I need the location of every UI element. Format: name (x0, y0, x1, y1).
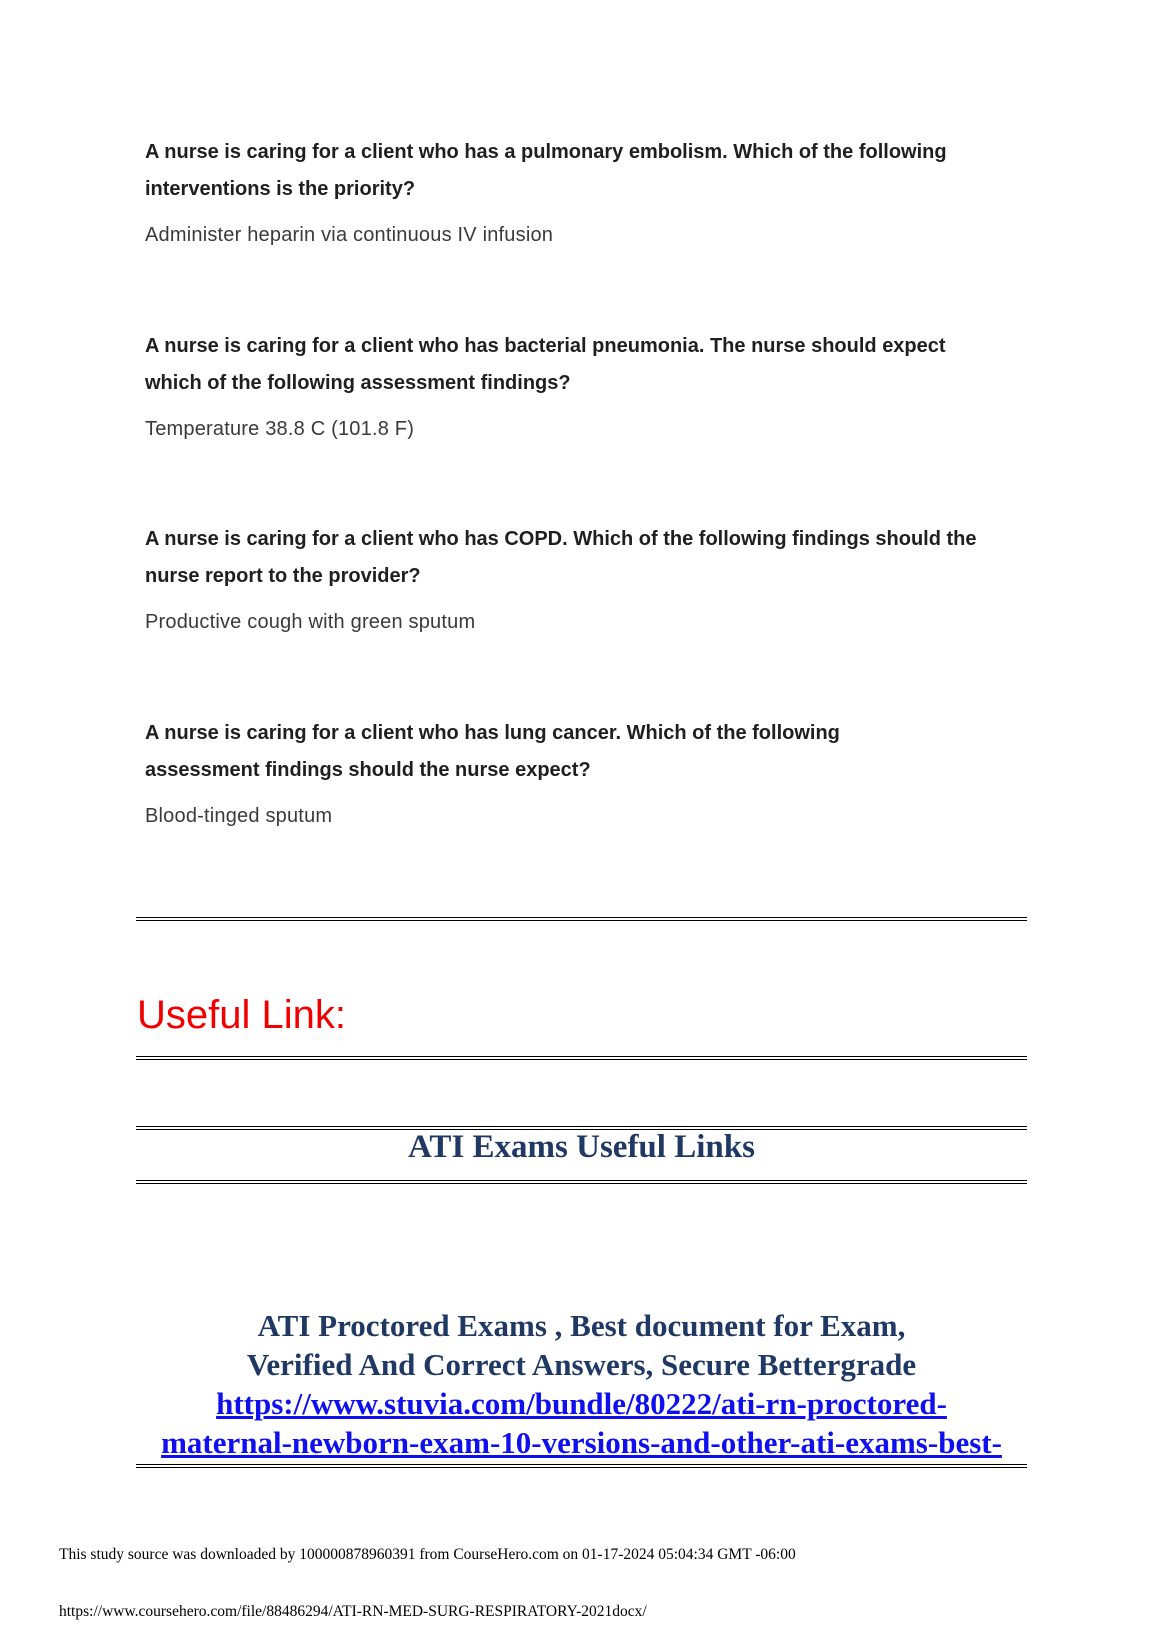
question-block (145, 134, 1050, 250)
question-line: interventions is the priority? (145, 178, 416, 200)
answer-text: Productive cough with green sputum (145, 611, 476, 633)
question-text (145, 715, 1050, 789)
coursehero-file-url: https://www.coursehero.com/file/88486294/ATI-RN-MED-SURG-RESPIRATORY-2021docx/ (59, 1603, 647, 1620)
download-source-note: This study source was downloaded by 100000878960391 from CourseHero.com on 01-17-2024 05:04:34 GMT -06:00 (59, 1546, 796, 1563)
divider (136, 917, 1027, 921)
stuvia-link-line: https://www.stuvia.com/bundle/80222/ati-rn-proctored- (216, 1386, 947, 1421)
divider (136, 1180, 1027, 1184)
promo-heading-line: Verified And Correct Answers, Secure Bettergrade (246, 1347, 917, 1382)
stuvia-bundle-link[interactable] (136, 1384, 1027, 1462)
ati-exams-title: ATI Exams Useful Links (408, 1129, 755, 1165)
answer-text: Blood-tinged sputum (145, 805, 333, 827)
question-text (145, 328, 1050, 402)
divider (136, 1056, 1027, 1060)
question-line: A nurse is caring for a client who has COPD. Which of the following findings should the (145, 528, 977, 550)
question-block (145, 328, 1050, 444)
question-text (145, 134, 1050, 208)
question-line: A nurse is caring for a client who has a pulmonary embolism. Which of the following (145, 141, 947, 163)
question-line: nurse report to the provider? (145, 565, 421, 587)
promo-heading-line: ATI Proctored Exams , Best document for Exam, (257, 1308, 906, 1343)
question-line: A nurse is caring for a client who has bacterial pneumonia. The nurse should expect (145, 335, 946, 357)
question-block (145, 521, 1050, 637)
question-line: A nurse is caring for a client who has lung cancer. Which of the following (145, 722, 840, 744)
promo-block (136, 1306, 1027, 1462)
question-text (145, 521, 1050, 595)
question-line: which of the following assessment findings? (145, 372, 571, 394)
question-block (145, 715, 1050, 831)
stuvia-link-line: maternal-newborn-exam-10-versions-and-other-ati-exams-best- (161, 1425, 1002, 1460)
useful-link-heading: Useful Link: (137, 993, 346, 1037)
answer-text: Administer heparin via continuous IV infusion (145, 224, 554, 246)
question-line: assessment findings should the nurse expect? (145, 759, 591, 781)
divider (136, 1464, 1027, 1468)
answer-text: Temperature 38.8 C (101.8 F) (145, 418, 415, 440)
